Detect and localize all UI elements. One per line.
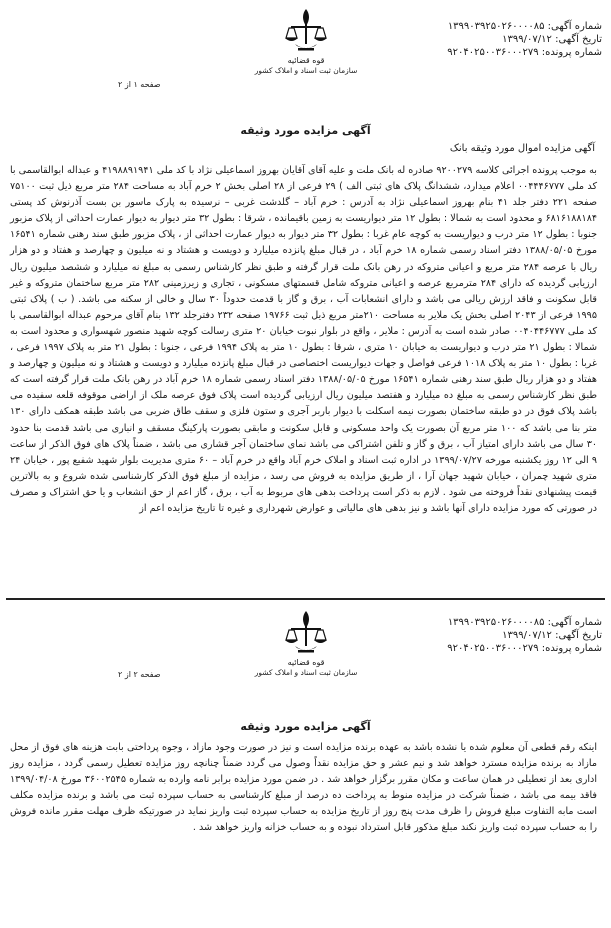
page-number: صفحه ۲ از ۲ (118, 670, 161, 679)
org-name: قوه قضائیه (287, 658, 325, 667)
judiciary-emblem (252, 6, 360, 75)
org-subname: سازمان ثبت اسناد و املاک کشور (254, 668, 358, 677)
announcement-body: اینکه رقم قطعی آن معلوم شده یا نشده باشد به عهده برنده مزایده است و نیز در صورت وجود مازاد ، وجوه پرداختی بابت هزینه های فوق از محل مازاد به برنده مزایده مسترد خواهد شد و نیم عشر و حق مزایده نقداً وصول می گردد ضمناً چنانچه روز مزایده تعطیل رسمی گردد ، مزایده روز اداری بعد از تعطیلی در همان ساعت و مکان مقرر برگزار خواهد شد . در ضمن مورد مزایده برابر نامه وارده به شماره ۳۶۰۰۲۵۴۵ مورخ ۱۳۹۹/۰۴/۰۸ فاقد بیمه می باشد ، ضمناً شرکت در مزایده منوط به پرداخت ده درصد از مبلغ کارشناسی به حساب سپرده ثبت می باشد و برنده مزایده مکلف است مابه التفاوت مبلغ فروش را ظرف مدت پنج روز از تاریخ مزایده به حساب سپرده ثبت واریز نماید در صورتیکه ظرف مهلت مقرر مانده فروش را به حساب سپرده ثبت واریز نکند مبلغ مذکور قابل استرداد نبوده و به حساب خزانه واریز خواهد شد . (10, 742, 597, 834)
org-name: قوه قضائیه (287, 56, 325, 65)
announcement-subtitle: آگهی مزایده اموال مورد وثیقه بانک (449, 143, 595, 154)
page-separator (6, 598, 605, 600)
org-subname: سازمان ثبت اسناد و املاک کشور (254, 66, 358, 75)
ad-date: تاریخ آگهی: ۱۳۹۹/۰۷/۱۲ (502, 34, 602, 45)
announcement-page-2 (0, 604, 611, 924)
announcement-title: آگهی مزایده مورد وثیقه (240, 720, 371, 733)
file-number: شماره پرونده: ۹۲۰۴۰۲۵۰۰۳۶۰۰۰۲۷۹ (447, 47, 602, 58)
announcement-body: به موجب پرونده اجرائی کلاسه ۹۲۰۰۲۷۹ صادره له بانک ملت و علیه آقای آقایان بهروز اسماعیلی نژاد با کد ملی ۴۱۹۸۸۹۱۹۴۱ و عبداله ابوالقاسمی با کد ملی ۰۰۴۴۴۶۷۷۷ اعلام میدارد، ششدانگ پلاک های ثبتی الف ) ۲۹ فرعی از ۲۸ اصلی بخش ۲ خرم آباد به مساحت ۲۸۴ متر مربع ذیل ثبت ۷۵۱۰۰ صفحه ۲۲۱ دفتر جلد ۴۱ بنام بهروز اسماعیلی نژاد به آدرس : خرم آباد – گلدشت غربی – نرسیده به پارک ماسور بن بست آذرنوش کد پستی ۶۸۱۶۱۸۸۱۸۴ و محدود است به شمالا : بطول ۱۲ متر دیواریست به زمین باقیمانده ، شرقا : بطول ۳۲ متر دیوار به دیوار عمارت احداثی از پلاک مزبور جنوبا : بطول ۱۲ متر درب و دیواریست به کوچه عام غربا : بطول ۳۲ متر دیوار به دیوار عمارت احداثی از ، پلاک مزبور طبق سند رهنی شماره ۱۶۵۴۱ مورخ ۱۳۸۸/۰۵/۰۵ دفتر اسناد رسمی شماره ۱۸ خرم آباد ، در قبال مبلغ پانزده میلیارد و دویست و هشتاد و نه میلیون و چهارصد و هفتاد و دو هزار ریال با عرصه ۲۸۴ متر مربع و اعیانی متروکه در رهن بانک ملت قرار گرفته و طبق نظر کارشناس رسمی به مبلغ نه میلیارد و ششصد میلیون ریال ارزیابی گردیده که دارای ۲۸۴ مترمربع عرصه و اعیانی متروکه شامل قسمتهای مسکونی ، تجاری و زیرزمینی ۲۸۲ متر مربع ساختمان متروکه و غیر قابل سکونت و فاقد ارزش ریالی می باشد و دارای انشعابات آب ، برق و گاز با قدمت حدوداً ۳۰ سال و خالی از سکنه می باشد. ( ب ) پلاک ثبتی ۱۹۹۵ فرعی از ۲۰۴۳ اصلی بخش یک ملایر به مساحت ۲۱۰متر مربع ذیل ثبت ۱۹۷۶۶ صفحه ۲۳۲ دفترجلد ۱۳۲ بنام آقای مرحوم عبداله ابوالقاسمی با کد ملی ۰۰۴۰۴۴۶۷۷۷ صادر شده است به آدرس : ملایر ، واقع در بلوار نبوت خیابان ۲۰ متری رسالت کوچه شهید منصور شهسواری و محدود است به شمالا : بطول ۲۱ متر درب و دیواریست به خیابان ۱۰ متری ، شرقا : بطول ۱۰ متر به پلاک ۱۹۹۴ فرعی ، جنوبا : بطول ۲۱ متر به پلاک ۱۹۹۷ فرعی ، غربا : بطول ۱۰ متر به پلاک ۱۰۱۸ فرعی فواصل و جهات دیواریست اختصاصی در قبال مبلغ پانزده میلیارد و دویست و هشتاد و نه میلیون و چهارصد و هفتاد و دو هزار ریال طبق سند رهنی شماره ۱۶۵۴۱ مورخ ۱۳۸۸/۰۵/۰۵ دفتر اسناد رسمی شماره ۱۸ خرم آباد در رهن بانک ملت قرار گرفته است که طبق نظر کارشناس رسمی به مبلغ ده میلیارد و هفتصد میلیون ریال ارزیابی گردیده است پلاک فوق عرصه ملک از اراضی موقوفه قلعه سفیده می باشد پلاک فوق در دو طبقه ساختمان بصورت نیمه اسکلت با دیوار باربر آجری و ستون فلزی و سقف طاق ضربی می باشد طبقه همکف دارای ۱۳۰ متر بنا می باشد که ۱۰۰ متر مربع آن بصورت یک واحد مسکونی و قابل سکونت و مابقی بصورت پارکینگ مسقف و انباری می باشد قدمت بنا حدود ۳۰ سال می باشد دارای امتیاز آب ، برق و گاز و تلفن اشتراکی می باشد نمای ساختمان آجر قشاری می باشد ، ضمناً پلاک های فوق الذکر از ساعت ۹ الی ۱۲ روز یکشنبه مورخه ۱۳۹۹/۰۷/۲۷ در اداره ثبت اسناد و املاک خرم آباد واقع در خرم آباد – ۶۰ متری مدیریت بلوار شهید شفیع پور ، خیابان ۲۴ متری شهید چمران ، خیابان شهید جهان آرا ، از طریق مزایده به فروش می رسد ، مزایده از مبلغ فوق الذکر کارشناسی شده شروع و به بالاترین قیمت پیشنهادی نقداً فروخته می شود . لازم به ذکر است پرداخت بدهی های مربوط به آب ، برق ، گاز اعم از حق انشعاب و یا حق اشتراک و مصرف در صورتی که مورد مزایده دارای آنها باشد و نیز بدهی های مالیاتی و عوارض شهرداری و غیره تا تاریخ مزایده اعم از (10, 165, 598, 514)
ad-date: تاریخ آگهی: ۱۳۹۹/۰۷/۱۲ (502, 630, 602, 641)
ad-meta (380, 20, 602, 59)
ad-meta (380, 616, 602, 655)
ad-number: شماره آگهی: ۱۳۹۹۰۳۹۲۵۰۲۶۰۰۰۰۸۵ (447, 21, 602, 32)
scales-emblem-icon (283, 608, 329, 656)
announcement-title: آگهی مزایده مورد وثیقه (240, 124, 371, 137)
judiciary-emblem (252, 608, 360, 677)
file-number: شماره پرونده: ۹۲۰۴۰۲۵۰۰۳۶۰۰۰۲۷۹ (447, 643, 602, 654)
ad-number: شماره آگهی: ۱۳۹۹۰۳۹۲۵۰۲۶۰۰۰۰۸۵ (447, 617, 602, 628)
page-number: صفحه ۱ از ۲ (118, 80, 161, 89)
scales-emblem-icon (283, 6, 329, 54)
